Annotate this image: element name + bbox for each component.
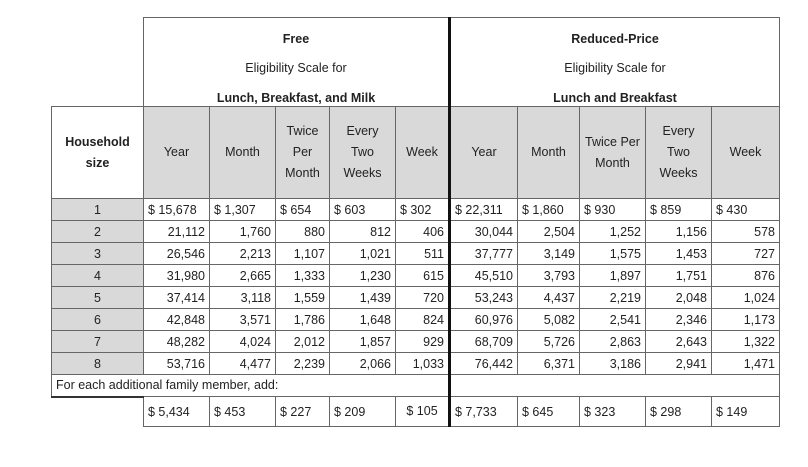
household-size-cell: 3: [52, 243, 144, 265]
reduced-value-cell: $ 1,860: [518, 199, 580, 221]
free-value-cell: 42,848: [144, 309, 210, 331]
reduced-value-cell: 45,510: [450, 265, 518, 287]
free-value-cell: 1,857: [330, 331, 396, 353]
free-programs: Lunch, Breakfast, and Milk: [216, 91, 376, 105]
additional-blank: [52, 397, 144, 427]
additional-label-spacer: [450, 375, 780, 397]
additional-free-month: $ 453: [210, 397, 276, 427]
reduced-value-cell: 1,575: [580, 243, 646, 265]
free-value-cell: 1,648: [330, 309, 396, 331]
free-value-cell: $ 603: [330, 199, 396, 221]
reduced-programs: Lunch and Breakfast: [553, 91, 677, 105]
free-value-cell: 824: [396, 309, 450, 331]
table-row: [52, 331, 780, 353]
free-value-cell: $ 1,307: [210, 199, 276, 221]
reduced-value-cell: 1,471: [712, 353, 780, 375]
free-value-cell: 406: [396, 221, 450, 243]
free-value-cell: 37,414: [144, 287, 210, 309]
reduced-value-cell: 60,976: [450, 309, 518, 331]
household-size-cell: 4: [52, 265, 144, 287]
free-value-cell: 929: [396, 331, 450, 353]
reduced-group-header: [450, 18, 780, 107]
reduced-value-cell: 2,941: [646, 353, 712, 375]
additional-reduced-year: $ 7,733: [450, 397, 518, 427]
reduced-value-cell: 68,709: [450, 331, 518, 353]
reduced-value-cell: 876: [712, 265, 780, 287]
additional-member-label: For each additional family member, add:: [52, 375, 450, 397]
additional-free-year: $ 5,434: [144, 397, 210, 427]
household-size-cell: 6: [52, 309, 144, 331]
reduced-value-cell: 1,156: [646, 221, 712, 243]
free-value-cell: 1,107: [276, 243, 330, 265]
reduced-value-cell: 2,643: [646, 331, 712, 353]
reduced-value-cell: 578: [712, 221, 780, 243]
reduced-value-cell: 5,726: [518, 331, 580, 353]
free-every-two-weeks-header: Every Two Weeks: [330, 107, 396, 199]
additional-reduced-two-weeks: $ 298: [646, 397, 712, 427]
reduced-value-cell: 53,243: [450, 287, 518, 309]
table-row: [52, 309, 780, 331]
reduced-value-cell: 30,044: [450, 221, 518, 243]
eligibility-table: [51, 17, 780, 427]
reduced-value-cell: 2,541: [580, 309, 646, 331]
free-value-cell: 2,012: [276, 331, 330, 353]
free-week-header: Week: [396, 107, 450, 199]
table-row: [52, 287, 780, 309]
table-row: [52, 265, 780, 287]
reduced-value-cell: 2,346: [646, 309, 712, 331]
household-size-header: Household size: [52, 107, 144, 199]
free-value-cell: 21,112: [144, 221, 210, 243]
free-month-header: Month: [210, 107, 276, 199]
reduced-value-cell: 3,186: [580, 353, 646, 375]
reduced-month-header: Month: [518, 107, 580, 199]
reduced-value-cell: 1,322: [712, 331, 780, 353]
free-value-cell: 2,239: [276, 353, 330, 375]
additional-reduced-month: $ 645: [518, 397, 580, 427]
reduced-value-cell: 727: [712, 243, 780, 265]
free-value-cell: 53,716: [144, 353, 210, 375]
corner-blank: [52, 18, 144, 107]
free-value-cell: 31,980: [144, 265, 210, 287]
free-value-cell: 880: [276, 221, 330, 243]
reduced-value-cell: 6,371: [518, 353, 580, 375]
free-value-cell: 1,033: [396, 353, 450, 375]
table-row: [52, 221, 780, 243]
free-group-header: [144, 18, 450, 107]
reduced-value-cell: 1,453: [646, 243, 712, 265]
free-value-cell: 1,760: [210, 221, 276, 243]
reduced-value-cell: 2,219: [580, 287, 646, 309]
free-value-cell: 1,021: [330, 243, 396, 265]
reduced-value-cell: 2,504: [518, 221, 580, 243]
free-value-cell: 4,024: [210, 331, 276, 353]
household-size-cell: 2: [52, 221, 144, 243]
free-value-cell: 1,559: [276, 287, 330, 309]
reduced-value-cell: 1,024: [712, 287, 780, 309]
reduced-week-header: Week: [712, 107, 780, 199]
free-value-cell: 720: [396, 287, 450, 309]
household-size-cell: 8: [52, 353, 144, 375]
free-year-header: Year: [144, 107, 210, 199]
reduced-value-cell: 1,897: [580, 265, 646, 287]
additional-free-two-weeks: $ 209: [330, 397, 396, 427]
table-row: [52, 353, 780, 375]
free-value-cell: 1,230: [330, 265, 396, 287]
free-title: Free: [282, 32, 310, 46]
reduced-value-cell: 3,149: [518, 243, 580, 265]
reduced-value-cell: 5,082: [518, 309, 580, 331]
reduced-value-cell: 2,048: [646, 287, 712, 309]
household-size-cell: 1: [52, 199, 144, 221]
reduced-value-cell: $ 22,311: [450, 199, 518, 221]
reduced-value-cell: 1,173: [712, 309, 780, 331]
free-value-cell: $ 654: [276, 199, 330, 221]
reduced-value-cell: 3,793: [518, 265, 580, 287]
free-value-cell: $ 15,678: [144, 199, 210, 221]
free-value-cell: 812: [330, 221, 396, 243]
reduced-value-cell: 2,863: [580, 331, 646, 353]
free-value-cell: 3,571: [210, 309, 276, 331]
free-value-cell: 3,118: [210, 287, 276, 309]
reduced-year-header: Year: [450, 107, 518, 199]
reduced-value-cell: $ 930: [580, 199, 646, 221]
additional-free-week: $ 105: [396, 397, 450, 427]
reduced-title: Reduced-Price: [571, 32, 659, 46]
free-value-cell: $ 302: [396, 199, 450, 221]
reduced-value-cell: 37,777: [450, 243, 518, 265]
reduced-value-cell: 1,751: [646, 265, 712, 287]
free-twice-per-month-header: Twice Per Month: [276, 107, 330, 199]
free-value-cell: 1,333: [276, 265, 330, 287]
reduced-every-two-weeks-header: Every Two Weeks: [646, 107, 712, 199]
free-subtitle: Eligibility Scale for: [245, 61, 347, 75]
additional-reduced-week: $ 149: [712, 397, 780, 427]
reduced-value-cell: 4,437: [518, 287, 580, 309]
free-value-cell: 1,786: [276, 309, 330, 331]
reduced-subtitle: Eligibility Scale for: [564, 61, 666, 75]
free-value-cell: 48,282: [144, 331, 210, 353]
free-value-cell: 511: [396, 243, 450, 265]
reduced-value-cell: $ 859: [646, 199, 712, 221]
table-row: [52, 243, 780, 265]
free-value-cell: 2,066: [330, 353, 396, 375]
free-value-cell: 26,546: [144, 243, 210, 265]
table-row: [52, 199, 780, 221]
household-size-cell: 7: [52, 331, 144, 353]
free-value-cell: 615: [396, 265, 450, 287]
household-size-cell: 5: [52, 287, 144, 309]
table-body: [52, 199, 780, 375]
additional-free-twice-month: $ 227: [276, 397, 330, 427]
reduced-twice-per-month-header: Twice Per Month: [580, 107, 646, 199]
free-value-cell: 2,213: [210, 243, 276, 265]
reduced-value-cell: $ 430: [712, 199, 780, 221]
additional-reduced-twice-month: $ 323: [580, 397, 646, 427]
reduced-value-cell: 76,442: [450, 353, 518, 375]
reduced-value-cell: 1,252: [580, 221, 646, 243]
free-value-cell: 2,665: [210, 265, 276, 287]
free-value-cell: 1,439: [330, 287, 396, 309]
free-value-cell: 4,477: [210, 353, 276, 375]
